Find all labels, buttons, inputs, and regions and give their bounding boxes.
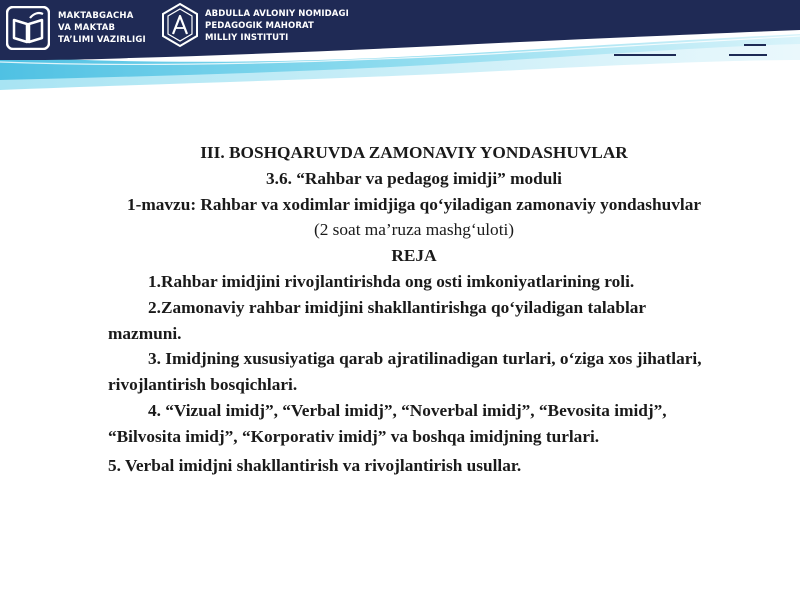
plan-heading: REJA: [391, 246, 437, 266]
plan-item: 4. “Vizual imidj”, “Verbal imidj”, “Noverbal imidj”, “Bevosita imidj”, “Bilvosita imidj”, “Korporativ imidj” va boshqa imidjning turlari.: [108, 400, 667, 446]
decorative-line: [729, 54, 767, 56]
slide-content: [108, 140, 720, 478]
plan-item: 2.Zamonaviy rahbar imidjini shakllantirishga qo‘yiladigan talablar mazmuni.: [108, 297, 646, 343]
institute-line-1: ABDULLA AVLONIY NOMIDAGI: [205, 9, 349, 19]
decorative-line: [614, 54, 676, 56]
ministry-logo-icon: [6, 6, 50, 50]
plan-item-final: 5. Verbal imidjni shakllantirish va rivojlantirish usullar.: [108, 455, 522, 475]
plan-item: 3. Imidjning xususiyatiga qarab ajratilinadigan turlari, o‘ziga xos jihatlari, rivojlantirish bosqichlari.: [108, 349, 702, 395]
module-title: 3.6. “Rahbar va pedagog imidji” moduli: [266, 168, 562, 188]
ministry-line-2: VA MAKTAB: [58, 23, 116, 33]
topic-title: 1-mavzu: Rahbar va xodimlar imidjiga qo‘yiladigan zamonaviy yondashuvlar: [126, 194, 702, 214]
institute-line-2: PEDAGOGIK MAHORAT: [205, 21, 314, 31]
decorative-line: [744, 44, 766, 46]
ministry-name: [58, 10, 146, 46]
hours-note: (2 soat ma’ruza mashg‘uloti): [313, 220, 515, 240]
institute-name: [205, 8, 349, 44]
ministry-line-1: MAKTABGACHA: [58, 11, 134, 21]
institute-line-3: MILLIY INSTITUTI: [205, 33, 289, 43]
section-title: III. BOSHQARUVDA ZAMONAVIY YONDASHUVLAR: [200, 143, 628, 162]
ministry-line-3: TA’LIMI VAZIRLIGI: [58, 35, 146, 45]
plan-item: 1.Rahbar imidjini rivojlantirishda ong osti imkoniyatlarining roli.: [148, 271, 635, 291]
institute-logo-icon: [161, 2, 199, 48]
